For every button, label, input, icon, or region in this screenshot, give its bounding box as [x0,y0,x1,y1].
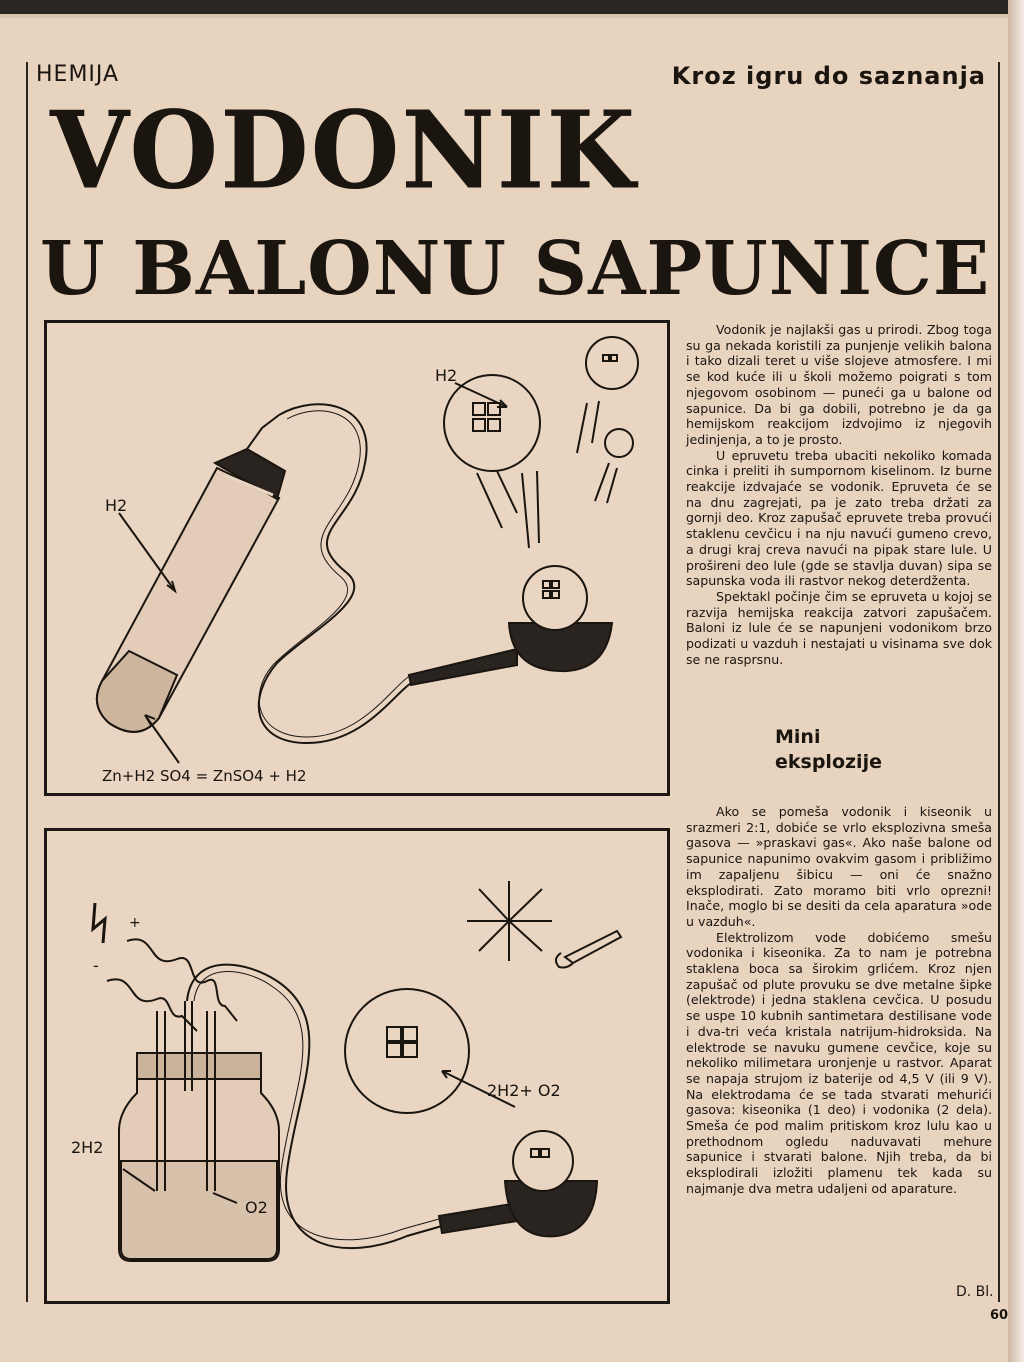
series-label: Kroz igru do saznanja [671,62,986,90]
bubble-on-pipe-2 [513,1131,573,1191]
page-number: 60 [990,1308,1009,1323]
reaction-equation: Zn+H2 SO4 = ZnSO4 + H2 [102,767,307,785]
wire-negative [107,979,197,1031]
intro-paragraph-1: Vodonik je najlakši gas u prirodi. Zbog toga su ga nekada koristili za punjenje velikih balona i tako dizali teret u više slojeve atmosfere. I mi se kod kuće ili u školi možemo poigrati s tom njegovom osobinom — puneći ga u balone od sapunice. Da bi ga dobili, potrebno je da ga hemijskom reakcijom izdvojimo iz njegovih jedinjenja, a to je prosto. [686,322,992,447]
bubble-gas-label: H2 [435,366,458,385]
frame-right-rule [998,62,1000,1302]
body-column [686,804,992,1197]
subheading-line-1: Mini [775,726,821,748]
subheading [775,725,882,775]
section-label: HEMIJA [36,62,120,87]
frame-left-rule [26,62,28,1302]
spark-icon [467,881,552,961]
subheading-line-2: eksplozije [775,751,882,773]
figure-electrolysis-apparatus [44,828,670,1304]
intro-column [686,322,992,667]
bubble-mixture [345,989,469,1113]
pipe-stem [409,649,517,685]
bubble-large [444,375,540,471]
figure-hydrogen-apparatus [44,320,670,796]
top-edge-strip [0,14,1024,18]
lightning-icon [93,903,105,943]
bubble-medium [586,337,638,389]
mixture-label: 2H2+ O2 [487,1081,561,1100]
electrolysis-apparatus-drawing [47,831,667,1301]
plus-sign: + [129,915,141,931]
body-paragraph-2: Elektrolizom vode dobićemo smešu vodonika i kiseonika. Za to nam je potrebna staklena boca sa širokim grlićem. Kroz njen zapušač od plute provuku se dve metalne šipke (elektrode) i jedna staklena cevčica. U posudu se uspe 10 kubnih santimetara destilisane vode i dva-tri veća kristala natrijum-hidroksida. Na elektrode se navuku gumene cevčice, koje su nekoliko milimetara uronjenje u rastvor. Aparat se napaja strujom iz baterije od 4,5 V (ili 9 V). Na elektrodama će se tada stvarati mehurići gasova: kiseonika (1 deo) i vodonika (2 dela). Smeša će pod malim pritiskom kroz lulu kao u prethodnom ogledu naduvavati mehure sapunice i stvarati balone. Njih treba, da bi eksplodirali izložiti plamenu tek kada su najmanje dva metra udaljeni od aparature. [686,929,992,1196]
tube-gas-label: H2 [105,496,128,515]
headline-sub: U BALONU SAPUNICE [40,226,991,312]
bubble-small [605,429,633,457]
wire-positive [127,939,237,1021]
hydrogen-label: 2H2 [71,1138,104,1157]
page-right-edge [1008,0,1024,1362]
pipe-stem-2 [439,1203,517,1233]
oxygen-label: O2 [245,1198,268,1217]
author-signature: D. Bl. [956,1284,994,1300]
intro-paragraph-3: Spektakl počinje čim se epruveta u kojoj se razvija hemijska reakcija zatvori zapušačem. Baloni iz lule će se napunjeni vodonikom brzo podizati u vazduh i nestajati u visinama sve dok se ne rasprsnu. [686,588,992,667]
headline-main: VODONIK [50,88,638,214]
hydrogen-apparatus-drawing [47,323,667,793]
top-edge-band [0,0,1024,14]
match-icon [565,931,621,963]
glass-tube [247,415,279,449]
body-paragraph-1: Ako se pomeša vodonik i kiseonik u srazmeri 2:1, dobiće se vrlo eksplozivna smeša gasova — »praskavi gas«. Ako naše balone od sapunice napunimo ovakvim gasom i približimo im zapaljenu šibicu — oni će snažno eksplodirati. Zato moramo biti vrlo oprezni! Inače, moglo bi se desiti da cela aparatura »ode u vazduh«. [686,804,992,929]
minus-sign: - [93,956,99,975]
cork [137,1053,261,1079]
intro-paragraph-2: U epruvetu treba ubaciti nekoliko komada cinka i preliti ih sumpornom kiselinom. Iz burne reakcije izdvajaće se vodonik. Epruveta će se na dnu zagrejati, pa je zato treba držati za gornji deo. Kroz zapušač epruvete treba provući staklenu cevčicu i na nju navući gumeno crevo, a drugi kraj creva navući na pipak stare lule. U prošireni deo lule (gde se stavlja duvan) sipa se sapunska voda ili rastvor nekog deterdženta. [686,447,992,589]
